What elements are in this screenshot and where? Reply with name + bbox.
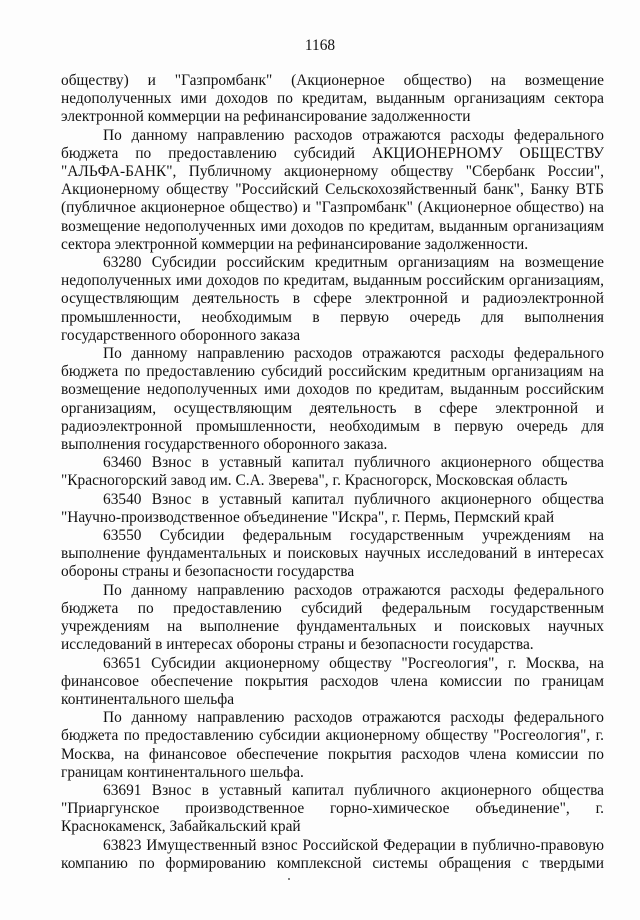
paragraph-code-entry: 63460 Взнос в уставный капитал публичного акционерного общества "Красногорский завод им. С.А. Зверева", г. Красногорск, Московская область <box>61 454 604 490</box>
paragraph-description: По данному направлению расходов отражаются расходы федерального бюджета по предоставлению субсидий федеральным государственным учреждениям на выполнение фундаментальных и поисковых научных исследований в интересах обороны страны и безопасности государства. <box>61 581 604 654</box>
paragraph-code-entry: 63280 Субсидии российским кредитным организациям на возмещение недополученных ими доходов по кредитам, выданным российским организациям, осуществляющим деятельность в сфере электронной и радиоэлектронной промышленности, необходимым в первую очередь для выполнения государственного оборонного заказа <box>61 254 604 344</box>
paragraph-code-entry: 63823 Имущественный взнос Российской Федерации в публично-правовую компанию по формированию комплексной системы обращения с твердыми <box>61 836 604 872</box>
scan-speck <box>288 878 290 880</box>
paragraph-code-entry: 63651 Субсидии акционерному обществу "Росгеология", г. Москва, на финансовое обеспечение покрытия расходов члена комиссии по границам континентального шельфа <box>61 654 604 708</box>
paragraph-continuation: обществу) и "Газпромбанк" (Акционерное общество) на возмещение недополученных ими доходов по кредитам, выданным организациям сектора электронной коммерции на рефинансирование задолженности <box>61 72 604 126</box>
paragraph-code-entry: 63540 Взнос в уставный капитал публичного акционерного общества "Научно-производственное объединение "Искра", г. Пермь, Пермский край <box>61 490 604 526</box>
document-body <box>61 72 604 873</box>
paragraph-code-entry: 63550 Субсидии федеральным государственным учреждениям на выполнение фундаментальных и поисковых научных исследований в интересах обороны страны и безопасности государства <box>61 527 604 581</box>
page-number: 1168 <box>304 37 336 54</box>
paragraph-description: По данному направлению расходов отражаются расходы федерального бюджета по предоставлению субсидий российским кредитным организациям на возмещение недополученных ими доходов по кредитам, выданным российским организациям, осуществляющим деятельность в сфере электронной и радиоэлектронной промышленности, необходимым в первую очередь для выполнения государственного оборонного заказа. <box>61 345 604 454</box>
paragraph-description: По данному направлению расходов отражаются расходы федерального бюджета по предоставлению субсидии акционерному обществу "Росгеология", г. Москва, на финансовое обеспечение покрытия расходов члена комиссии по границам континентального шельфа. <box>61 709 604 781</box>
paragraph-code-entry: 63691 Взнос в уставный капитал публичного акционерного общества "Приаргунское производственное горно-химическое объединение", г. Краснокаменск, Забайкальский край <box>61 781 604 836</box>
paragraph-description: По данному направлению расходов отражаются расходы федерального бюджета по предоставлению субсидий АКЦИОНЕРНОМУ ОБЩЕСТВУ "АЛЬФА-БАНК", Публичному акционерному обществу "Сбербанк России", Акционерному обществу "Российский Сельскохозяйственный банк", Банку ВТБ (публичное акционерное общество) и "Газпромбанк" (Акционерное общество) на возмещение недополученных ими доходов по кредитам, выданным организациям сектора электронной коммерции на рефинансирование задолженности. <box>61 126 604 253</box>
